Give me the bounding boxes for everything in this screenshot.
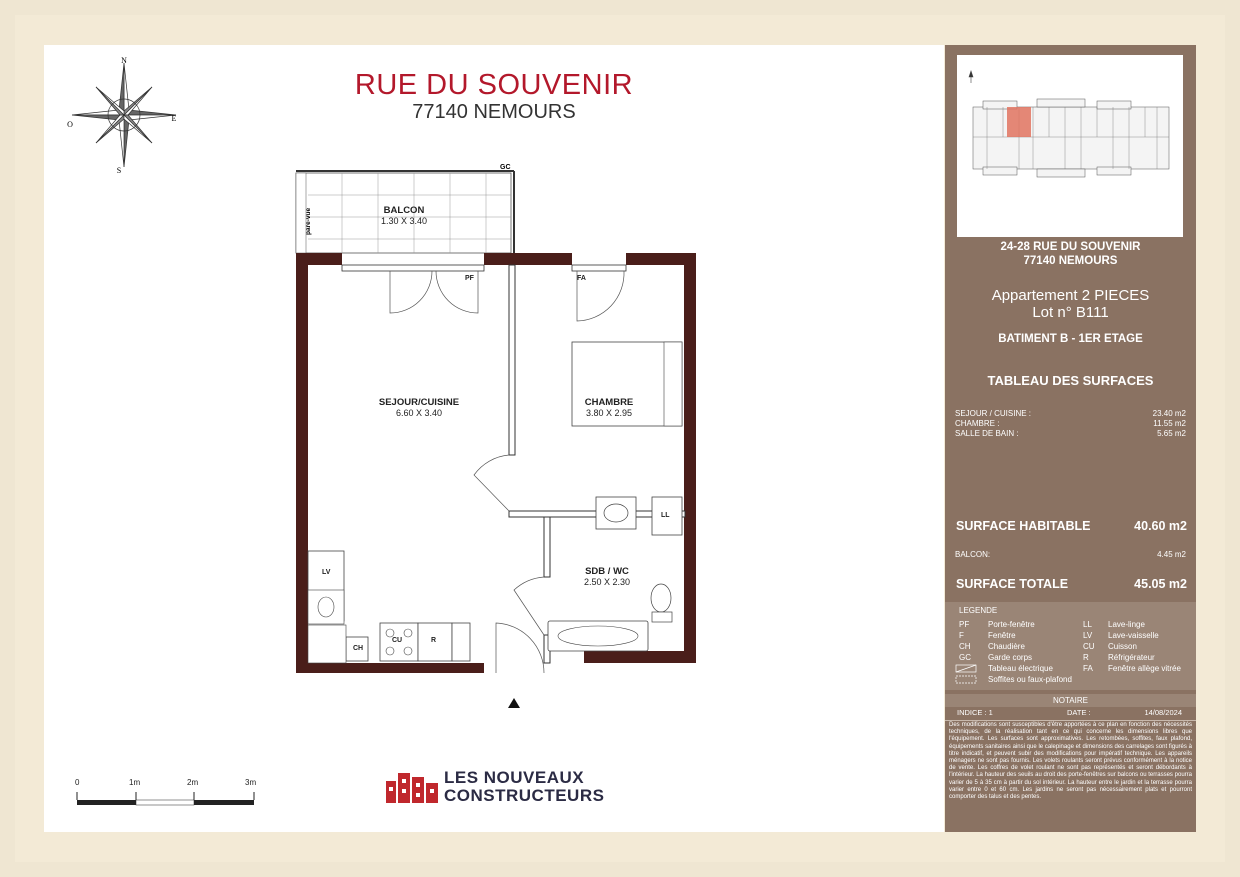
scale-bar bbox=[76, 790, 258, 806]
street-title: RUE DU SOUVENIR bbox=[354, 69, 634, 101]
plan-area bbox=[44, 45, 944, 832]
panel-address2: 77140 NEMOURS bbox=[1023, 255, 1118, 267]
indice-row: INDICE : 1 DATE : 14/08/2024 bbox=[957, 708, 1182, 717]
legal-notice: Des modifications sont susceptibles d'être apportées à ce plan en fonction des nécessités techniques, de la réalisation tant en ce qui concerne les dimensions libres que l'équipement. Les surfaces sont approximatives. Les retombées, soffites, faux plafond, équipements sanitaires ainsi que le calepinage et dimensions des carrelages sont figurés à titre indicatif, et peuvent subir des modifications pour impératif technique. Les appareils ménagers ne sont pas fournis. Les volets roulants seront prévus conformément à la notice de vente. Les coffres de volet roulant ne sont pas représentés et seront débordants à l'intérieur. La hauteur des seuils au droit des porte-fenêtres sur balcons ou terrasses pourra varier de 5 à 35 cm à partir du sol intérieur. La hauteur entre le jardin et la terrasse pourra varier entre 0 et 60 cm. Les jardins ne seront pas nécessairement plats et pourront comporter des talus et des pentes. bbox=[949, 722, 1192, 801]
scale-2: 2m bbox=[187, 778, 199, 787]
logo-line2: CONSTRUCTEURS bbox=[444, 786, 605, 805]
pf-label: PF bbox=[465, 275, 474, 282]
legend-title: LEGENDE bbox=[959, 606, 998, 615]
balcon-row: BALCON: 4.45 m2 bbox=[955, 550, 1186, 559]
cu-label: CU bbox=[392, 637, 403, 644]
surface-row-sdb: SALLE DE BAIN : 5.65 m2 bbox=[955, 429, 1186, 438]
surface-habitable: SURFACE HABITABLE 40.60 m2 bbox=[956, 519, 1187, 533]
notaire-label: NOTAIRE bbox=[945, 694, 1196, 707]
seuil-label: Seuil max 20 cm bbox=[383, 256, 443, 265]
sdb-label: SDB / WC 2.50 X 2.30 bbox=[583, 566, 631, 587]
electric-panel-icon bbox=[955, 664, 977, 673]
balcon-label: BALCON 1.30 X 3.40 bbox=[380, 205, 428, 226]
mini-map bbox=[957, 55, 1183, 237]
scale-0: 0 bbox=[75, 778, 80, 787]
city-title: 77140 NEMOURS bbox=[412, 101, 576, 123]
lv-label: LV bbox=[322, 569, 331, 576]
ll-label: LL bbox=[661, 512, 670, 519]
compass-o: O bbox=[67, 120, 73, 129]
pare-vue-label: pare-vue bbox=[305, 207, 312, 235]
floor-plan bbox=[44, 45, 944, 832]
building-key-plan bbox=[957, 55, 1183, 237]
surface-row-sejour: SEJOUR / CUISINE : 23.40 m2 bbox=[955, 409, 1186, 418]
compass-n: N bbox=[121, 56, 127, 65]
chambre-label: CHAMBRE 3.80 X 2.95 bbox=[584, 397, 634, 418]
panel-building: BATIMENT B - 1ER ETAGE bbox=[998, 333, 1143, 345]
panel-address1: 24-28 RUE DU SOUVENIR bbox=[1000, 241, 1141, 253]
surface-row-chambre: CHAMBRE : 11.55 m2 bbox=[955, 419, 1186, 428]
surface-totale: SURFACE TOTALE 45.05 m2 bbox=[956, 577, 1187, 591]
logo-icon bbox=[384, 767, 442, 805]
fa-label: FA bbox=[577, 275, 586, 282]
gc-label: GC bbox=[500, 164, 511, 171]
r-label: R bbox=[431, 637, 437, 644]
sejour-label: SEJOUR/CUISINE 6.60 X 3.40 bbox=[378, 397, 460, 418]
panel-lot: Lot n° B111 bbox=[1032, 304, 1109, 321]
compass-e: E bbox=[171, 114, 177, 123]
scale-3: 3m bbox=[245, 778, 257, 787]
soffit-icon bbox=[955, 675, 977, 684]
panel-apt-type: Appartement 2 PIECES bbox=[991, 287, 1150, 304]
legend: LEGENDE PF Porte-fenêtre F Fenêtre CH Chaudière GC Garde corps Tableau électrique Soffites ou faux-plafond LL Lave-linge LV Lave-vaisselle CU Cuisson R Réfrigérateur FA Fenêtre allège vitrée bbox=[945, 602, 1196, 690]
ch-label: CH bbox=[353, 645, 364, 652]
logo-line1: LES NOUVEAUX bbox=[444, 768, 585, 787]
scale-1: 1m bbox=[129, 778, 141, 787]
info-panel bbox=[945, 45, 1196, 832]
compass-s: S bbox=[116, 166, 122, 175]
panel-table-title: TABLEAU DES SURFACES bbox=[987, 373, 1154, 388]
